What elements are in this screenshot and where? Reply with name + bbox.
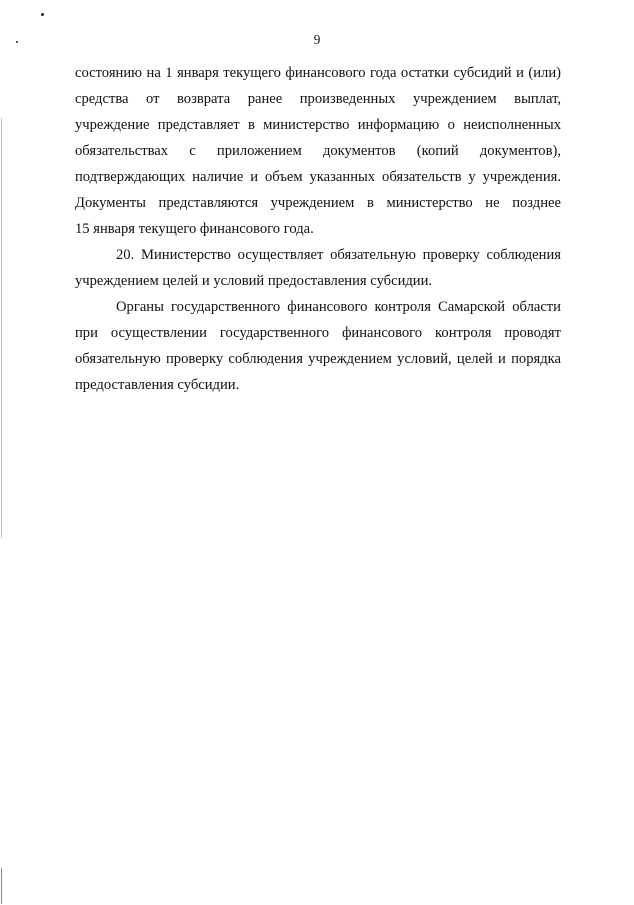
text-line: Органы государственного финансового контроля Самарской области [116,299,561,315]
paragraph-financial-control [75,294,561,398]
text-line: подтверждающих наличие и объем указанных обязательств у учреждения. [75,169,561,185]
scan-edge-line [1,868,2,904]
text-line: 15 января текущего финансового года. [75,221,314,237]
text-line: Документы представляются учреждением в министерство не позднее [75,195,561,211]
text-line: предоставления субсидии. [75,377,240,393]
text-line: учреждением целей и условий предоставления субсидии. [75,273,433,289]
document-body [75,60,561,398]
text-line: обязательную проверку соблюдения учреждением условий, целей и порядка [75,351,561,367]
paragraph-20-ministry-check [75,242,561,294]
scan-edge-line [1,118,2,538]
text-line: при осуществлении государственного финансового контроля проводят [75,325,561,341]
text-line: учреждение представляет в министерство информацию о неисполненных [75,117,561,133]
text-line: средства от возврата ранее произведенных учреждением выплат, [75,91,561,107]
page-number: 9 [313,32,321,47]
text-line: состоянию на 1 января текущего финансового года остатки субсидий и (или) [75,65,561,81]
text-line: 20. Министерство осуществляет обязательную проверку соблюдения [116,247,561,263]
text-line: обязательствах с приложением документов (копий документов), [75,143,561,159]
paragraph-subsidy-balance [75,60,561,242]
scan-speck [41,13,44,16]
